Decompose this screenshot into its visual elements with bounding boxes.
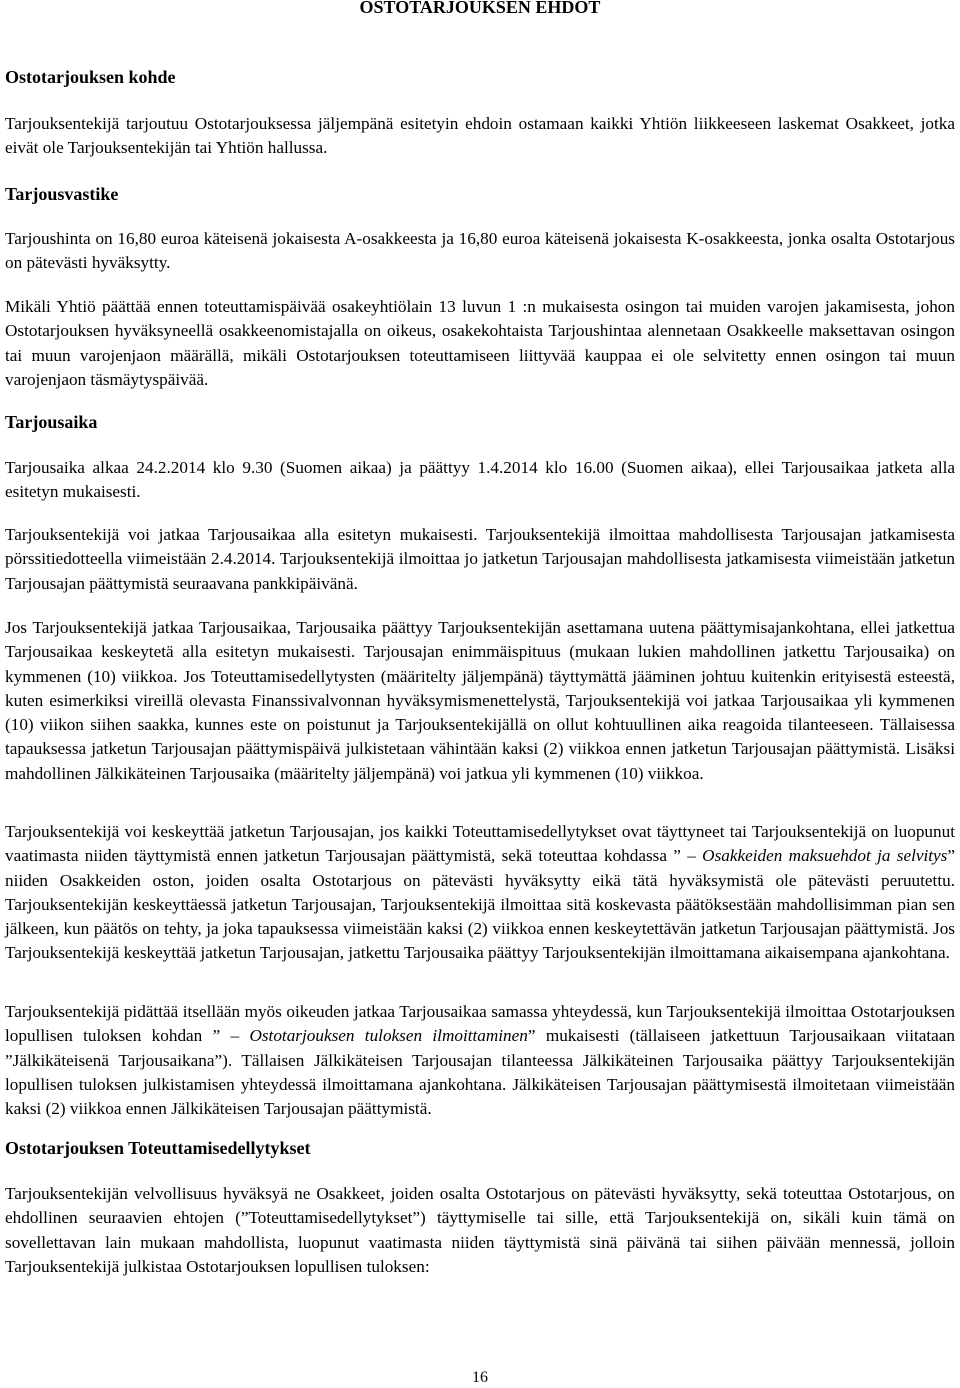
heading-vastike: Tarjousvastike [5,184,119,204]
paragraph-edellytykset-1: Tarjouksentekijän velvollisuus hyväksyä ne Osakkeet, joiden osalta Ostotarjous on pätevästi hyväksytty, sekä toteuttaa Ostotarjous, on ehdollinen seuraavien ehtojen (”Toteuttamisedellytykset”) täyttymiselle tai sille, että Tarjouksentekijä on, sikäli kuin tämä on sovellettavan lain mukaan mahdollista, luopunut vaatimasta niiden täyttymistä sinä päivänä tai siihen päivään mennessä, jolloin Tarjouksentekijä julkistaa Ostotarjouksen lopullisen tuloksen: [5,1184,955,1276]
paragraph-aika-4 [5,820,955,966]
paragraph-aika-3: Jos Tarjouksentekijä jatkaa Tarjousaikaa, Tarjousaika päättyy Tarjouksentekijän asettamana uutena päättymisajankohtana, ellei jatkettua Tarjousaikaa keskeytetä alla esitetyn mukaisesti. Tarjousajan enimmäispituus (mukaan lukien mahdollinen jatkettu Tarjousaika) on kymmenen (10) viikkoa. Jos Toteuttamisedellytysten (määritelty jäljempänä) täyttymättä jääminen johtuu kuitenkin erityisestä esteestä, kuten esimerkiksi vireillä olevasta Finanssivalvonnan hyväksymismenettelystä, Tarjouksentekijä voi jatkaa Tarjousaikaa yli kymmenen (10) viikon siihen saakka, kunnes este on poistunut ja Tarjouksentekijällä on ollut kohtuullinen aika reagoida tilanteeseen. Tällaisessa tapauksessa jatketun Tarjousajan päättymispäivä julkistetaan vähintään kaksi (2) viikkoa ennen jatketun Tarjousajan päättymistä. Lisäksi mahdollinen Jälkikäteinen Tarjousaika (määritelty jäljempänä) voi jatkua yli kymmenen (10) viikkoa. [5,618,955,783]
paragraph-aika-5-emphasis: Ostotarjouksen tuloksen ilmoittaminen [249,1026,528,1046]
paragraph-vastike-1: Tarjoushinta on 16,80 euroa käteisenä jokaisesta A-osakkeesta ja 16,80 euroa käteisenä jokaisesta K-osakkeesta, jonka osalta Ostotarjous on pätevästi hyväksytty. [5,229,955,273]
paragraph-aika-4-emphasis: Osakkeiden maksuehdot ja selvitys [702,846,948,866]
paragraph-aika-2: Tarjouksentekijä voi jatkaa Tarjousaikaa alla esitetyn mukaisesti. Tarjouksentekijä ilmoittaa mahdollisesta Tarjousajan jatkamisesta pörssitiedotteella viimeistään 2.4.2014. Tarjouksentekijä ilmoittaa jo jatketun Tarjousajan mahdollisesta jatkamisesta viimeistään jatketun Tarjousajan päättymistä seuraavana pankkipäivänä. [5,525,955,593]
paragraph-aika-1: Tarjousaika alkaa 24.2.2014 klo 9.30 (Suomen aikaa) ja päättyy 1.4.2014 klo 16.00 (Suomen aikaa), ellei Tarjousaikaa jatketa alla esitetyn mukaisesti. [5,458,955,502]
page-title: OSTOTARJOUKSEN EHDOT [359,0,601,17]
paragraph-aika-5 [5,1000,955,1121]
heading-tarjousaika: Tarjousaika [5,412,98,432]
page-number: 16 [472,1369,488,1386]
heading-edellytykset: Ostotarjouksen Toteuttamisedellytykset [5,1138,311,1158]
paragraph-aika-4-text-a: Tarjouksentekijä voi keskeyttää jatketun Tarjousajan, jos kaikki Toteuttamisedellytykset ovat täyttyneet tai Tarjouksentekijä on luopunut vaatimasta niiden täyttymistä ennen jatketun Tarjousajan päättymistä, sekä toteuttaa kohdassa ” – [5,822,955,866]
paragraph-aika-5-text-a: Tarjouksentekijä pidättää itsellään myös oikeuden jatkaa Tarjousaikaa samassa yhteydessä, kun Tarjouksentekijä ilmoittaa Ostotarjouksen lopullisen tuloksen kohdan ” – [5,1002,955,1046]
paragraph-kohde-1: Tarjouksentekijä tarjoutuu Ostotarjouksessa jäljempänä esitetyin ehdoin ostamaan kaikki Yhtiön liikkeeseen laskemat Osakkeet, jotka eivät ole Tarjouksentekijän tai Yhtiön hallussa. [5,114,955,158]
paragraph-aika-5-text-b: ” mukaisesti (tällaiseen jatkettuun Tarjousaikaan viitataan ”Jälkikäteisenä Tarjousaikana”). Tällaisen Jälkikäteisen Tarjousajan tilanteessa Jälkikäteinen Tarjousaika päättyy Tarjouksentekijän lopullisen tuloksen julkistamisen yhteydessä ilmoittamana ajankohtana. Jälkikäteisen Tarjousajan päättymisestä ilmoitetaan viimeistään kaksi (2) viikkoa ennen Jälkikäteisen Tarjousajan päättymistä. [5,1026,955,1119]
paragraph-aika-4-text-b: ” niiden Osakkeiden oston, joiden osalta Ostotarjous on pätevästi hyväksytty eikä tätä hyväksymistä ole pätevästi peruutettu. Tarjouksentekijän keskeyttäessä jatketun Tarjousajan, Tarjouksentekijä ilmoittaa sitä koskevasta päätöksestään mahdollisimman pian sen jälkeen, kun päätös on tehty, ja joka tapauksessa viimeistään kaksi (2) viikkoa ennen keskeytettävän jatketun Tarjousajan päättymistä. Jos Tarjouksentekijä keskeyttää jatketun Tarjousajan, jatkettu Tarjousaika päättyy Tarjouksentekijän ilmoittamana aikaisempana ajankohtana. [5,846,956,963]
paragraph-vastike-2: Mikäli Yhtiö päättää ennen toteuttamispäivää osakeyhtiölain 13 luvun 1 :n mukaisesta osingon tai muiden varojen jakamisesta, johon Ostotarjouksen hyväksyneellä osakkeenomistajalla on oikeus, osakekohtaista Tarjoushintaa alennetaan Osakkeelle maksettavan osingon tai muun varojenjaon määrällä, mikäli Ostotarjouksen toteuttamiseen liittyvää kauppaa ei ole selvitetty ennen osingon tai muun varojenjaon täsmäytyspäivää. [5,297,955,389]
heading-kohde: Ostotarjouksen kohde [5,67,176,87]
